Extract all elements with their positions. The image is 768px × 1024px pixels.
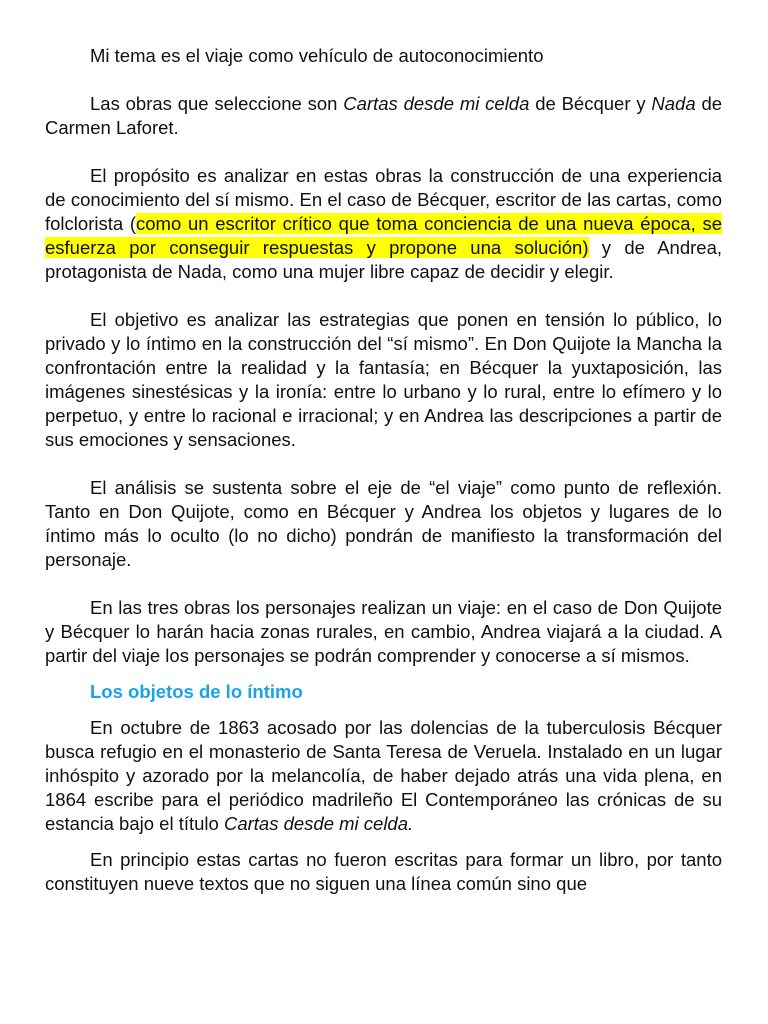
purpose-paragraph: El propósito es analizar en estas obras la construcción de una experiencia de conocimiento del sí mismo. En el caso de Bécquer, escritor de las cartas, como folclorista (como un escritor crítico que toma conciencia de una nueva época, se esfuerza por conseguir respuestas y propone una solución) y de Andrea, protagonista de Nada, como una mujer libre capaz de decidir y elegir. [45,165,722,282]
work-title-cartas-2: Cartas desde mi celda. [223,813,414,834]
works-paragraph: Las obras que seleccione son Cartas desde mi celda de Bécquer y Nada de Carmen Laforet. [45,93,723,138]
work-title-cartas: Cartas desde mi celda [343,93,530,114]
section-heading: Los objetos de lo íntimo [90,681,303,702]
journey-paragraph: En las tres obras los personajes realizan un viaje: en el caso de Don Quijote y Bécquer lo harán hacia zonas rurales, en cambio, Andrea viajará a la ciudad. A partir del viaje los personajes se podrán comprender y conocerse a sí mismos. [45,597,722,666]
topic-line: Mi tema es el viaje como vehículo de autoconocimiento [90,45,544,66]
letters-paragraph: En principio estas cartas no fueron escritas para formar un libro, por tanto constituyen nueve textos que no siguen una línea común sino que [45,849,722,894]
becquer-paragraph: En octubre de 1863 acosado por las dolencias de la tuberculosis Bécquer busca refugio en el monasterio de Santa Teresa de Veruela. Instalado en un lugar inhóspito y azorado por la melancolía, de haber dejado atrás una vida plena, en 1864 escribe para el periódico madrileño El Contemporáneo las crónicas de su estancia bajo el título Cartas desde mi celda. [45,717,722,834]
document-page [45,44,722,896]
work-title-nada: Nada [651,93,696,114]
analysis-paragraph: El análisis se sustenta sobre el eje de “el viaje” como punto de reflexión. Tanto en Don Quijote, como en Bécquer y Andrea los objetos y lugares de lo íntimo más lo oculto (lo no dicho) pondrán de manifiesto la transformación del personaje. [45,477,722,570]
highlighted-text: como un escritor crítico que toma conciencia de una nueva época, se esfuerza por conseguir respuestas y propone una solución) [45,213,722,258]
objective-paragraph: El objetivo es analizar las estrategias que ponen en tensión lo público, lo privado y lo íntimo en la construcción del “sí mismo”. En Don Quijote la Mancha la confrontación entre la realidad y la fantasía; en Bécquer la yuxtaposición, las imágenes sinestésicas y la ironía: entre lo urbano y lo rural, entre lo efímero y lo perpetuo, y entre lo racional e irracional; y en Andrea las descripciones a partir de sus emociones y sensaciones. [45,309,722,450]
